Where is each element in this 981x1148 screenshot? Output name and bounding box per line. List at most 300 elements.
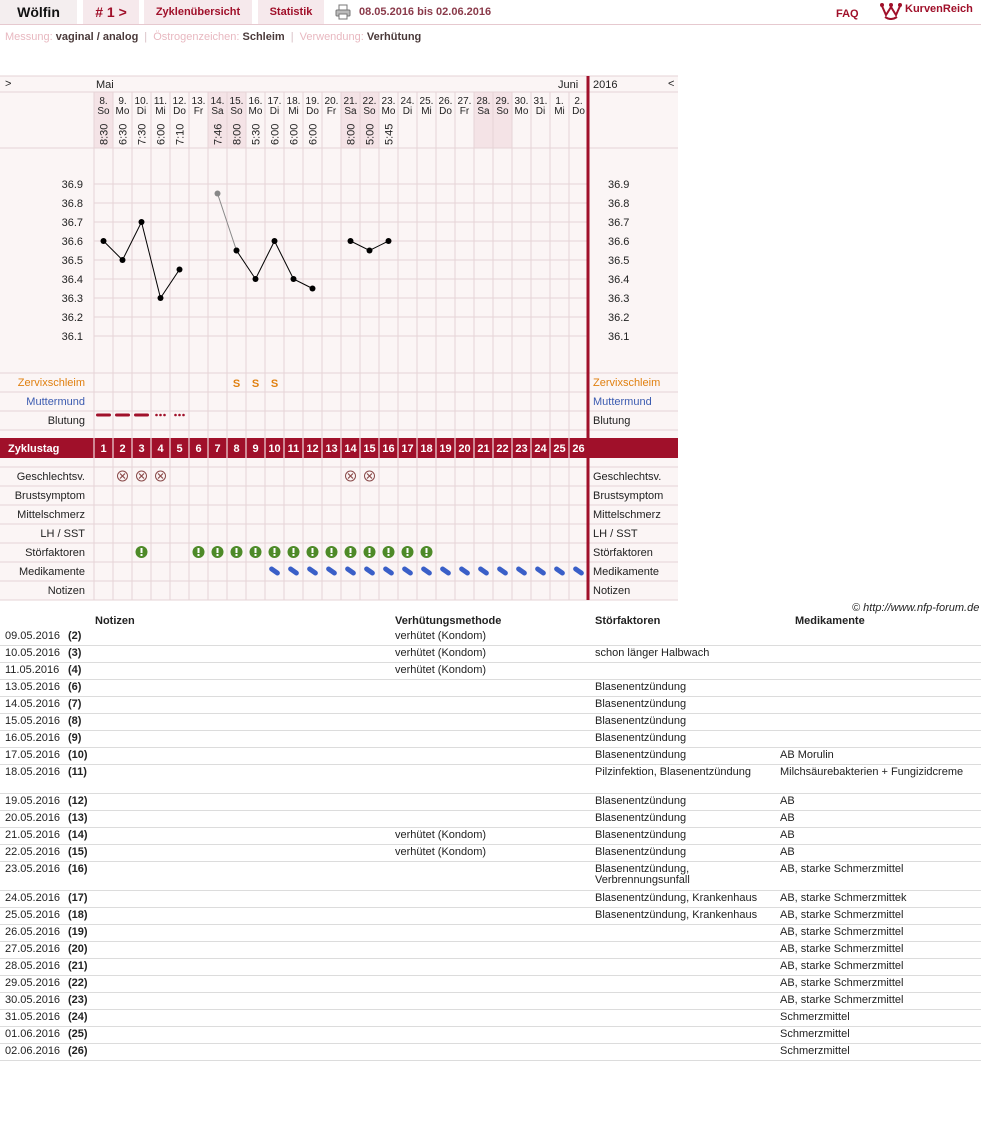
time-label: 5:45 bbox=[383, 123, 396, 145]
date-label: 25. bbox=[419, 96, 434, 107]
disturbance-exclamation bbox=[369, 548, 371, 553]
table-cell-date: 09.05.2016 bbox=[5, 630, 61, 642]
cycle-day-number: 6 bbox=[195, 443, 202, 455]
row-label-left: Zervixschleim bbox=[17, 377, 85, 389]
row-label-right: Geschlechtsv. bbox=[593, 471, 662, 483]
cycle-day-number: 4 bbox=[157, 443, 164, 455]
bleeding-light-mark bbox=[159, 414, 162, 417]
y-tick-label-left: 36.6 bbox=[61, 236, 83, 248]
table-row bbox=[0, 862, 981, 891]
disturbance-exclamation bbox=[198, 548, 200, 553]
table-cell-medication: AB, starke Schmerzmittel bbox=[780, 977, 904, 989]
cycle-day-number: 25 bbox=[553, 443, 566, 455]
kurvenreich-logo[interactable]: KurvenReich bbox=[905, 3, 973, 15]
table-cell-date: 11.05.2016 bbox=[5, 664, 60, 676]
table-cell-cycle-day: (16) bbox=[68, 863, 88, 875]
weekday-label: Mo bbox=[115, 106, 130, 117]
table-cell-date: 13.05.2016 bbox=[5, 681, 61, 693]
y-tick-label-right: 36.9 bbox=[608, 179, 630, 191]
cycle-selector[interactable]: # 1 > bbox=[83, 0, 139, 24]
table-cell-cycle-day: (3) bbox=[68, 647, 82, 659]
table-cell-disturbance: Blasenentzündung bbox=[595, 812, 687, 824]
month-label: Juni bbox=[558, 79, 579, 91]
table-row bbox=[0, 697, 981, 714]
table-cell-cycle-day: (11) bbox=[68, 766, 87, 778]
row-label-left: Muttermund bbox=[26, 396, 85, 408]
y-tick-label-left: 36.2 bbox=[61, 312, 83, 324]
table-cell-medication: AB bbox=[780, 846, 795, 858]
y-tick-label-left: 36.7 bbox=[61, 217, 83, 229]
date-label: 29. bbox=[495, 96, 510, 107]
temperature-point bbox=[101, 238, 107, 244]
cycle-day-number: 20 bbox=[458, 443, 471, 455]
cycle-day-number: 22 bbox=[496, 443, 509, 455]
time-label: 7:10 bbox=[174, 123, 187, 145]
table-cell-disturbance: Blasenentzündung, Verbrennungsunfall bbox=[595, 863, 690, 886]
table-cell-date: 26.05.2016 bbox=[5, 926, 61, 938]
table-cell-method: verhütet (Kondom) bbox=[395, 846, 487, 858]
row-label-right: LH / SST bbox=[593, 528, 638, 540]
temperature-point bbox=[158, 295, 164, 301]
date-label: 8. bbox=[99, 96, 108, 107]
table-row bbox=[0, 891, 981, 908]
cycle-day-number: 23 bbox=[515, 443, 528, 455]
disturbance-dot bbox=[141, 554, 143, 556]
disturbance-exclamation bbox=[274, 548, 276, 553]
row-label-right: Störfaktoren bbox=[593, 547, 653, 559]
weekday-label: Mi bbox=[288, 106, 299, 117]
temperature-point bbox=[215, 191, 221, 197]
disturbance-dot bbox=[236, 554, 238, 556]
disturbance-exclamation bbox=[293, 548, 295, 553]
disturbance-dot bbox=[198, 554, 200, 556]
row-label-right: Zervixschleim bbox=[593, 377, 661, 389]
time-label: 6:30 bbox=[117, 123, 130, 145]
table-cell-date: 18.05.2016 bbox=[5, 766, 61, 778]
weekday-label: Mo bbox=[248, 106, 263, 117]
cycle-day-number: 19 bbox=[439, 443, 452, 455]
table-cell-date: 15.05.2016 bbox=[5, 715, 61, 727]
weekday-label: So bbox=[496, 106, 509, 117]
disturbance-exclamation bbox=[350, 548, 352, 553]
disturbance-dot bbox=[255, 554, 257, 556]
table-cell-date: 22.05.2016 bbox=[5, 846, 61, 858]
table-cell-disturbance: schon länger Halbwach bbox=[595, 647, 710, 659]
cycle-day-number: 26 bbox=[572, 443, 585, 455]
table-cell-medication: AB, starke Schmerzmittel bbox=[780, 994, 904, 1006]
row-label-right: Muttermund bbox=[593, 396, 652, 408]
table-cell-date: 14.05.2016 bbox=[5, 698, 61, 710]
bleeding-light-mark bbox=[182, 414, 185, 417]
table-cell-medication: AB bbox=[780, 829, 795, 841]
table-cell-date: 20.05.2016 bbox=[5, 812, 61, 824]
date-label: 30. bbox=[514, 96, 529, 107]
time-label: 6:00 bbox=[155, 123, 168, 145]
date-label: 14. bbox=[210, 96, 225, 107]
cycle-day-number: 17 bbox=[401, 443, 414, 455]
date-label: 16. bbox=[248, 96, 263, 107]
table-cell-cycle-day: (21) bbox=[68, 960, 88, 972]
table-cell-date: 21.05.2016 bbox=[5, 829, 61, 841]
y-tick-label-right: 36.4 bbox=[608, 274, 630, 286]
time-label: 8:30 bbox=[98, 123, 111, 145]
table-cell-cycle-day: (10) bbox=[68, 749, 88, 761]
disturbance-dot bbox=[312, 554, 314, 556]
table-row bbox=[0, 1010, 981, 1027]
date-label: 27. bbox=[457, 96, 472, 107]
tab-cycle-overview[interactable]: Zyklenübersicht bbox=[144, 0, 252, 24]
cervix-mucus-mark: S bbox=[251, 378, 260, 390]
table-cell-cycle-day: (24) bbox=[68, 1011, 88, 1023]
weekday-label: Fr bbox=[193, 106, 204, 117]
cycle-day-number: 18 bbox=[420, 443, 433, 455]
cycle-day-number: 7 bbox=[214, 443, 221, 455]
time-label: 6:00 bbox=[288, 123, 301, 145]
temperature-point bbox=[348, 238, 354, 244]
time-label: 8:00 bbox=[345, 123, 358, 145]
row-label-left: Geschlechtsv. bbox=[16, 471, 85, 483]
weekday-label: Mo bbox=[381, 106, 396, 117]
cycle-day-number: 1 bbox=[100, 443, 107, 455]
date-label: 9. bbox=[118, 96, 127, 107]
cycle-day-number: 11 bbox=[287, 443, 300, 455]
table-cell-cycle-day: (13) bbox=[68, 812, 88, 824]
table-cell-medication: AB, starke Schmerzmittek bbox=[780, 892, 907, 904]
row-label-right: Medikamente bbox=[593, 566, 660, 578]
temperature-point bbox=[234, 248, 240, 254]
time-label: 6:00 bbox=[269, 123, 282, 145]
temperature-point bbox=[386, 238, 392, 244]
copyright: © http://www.nfp-forum.de bbox=[852, 602, 980, 614]
bleeding-light-mark bbox=[178, 414, 181, 417]
table-row bbox=[0, 765, 981, 794]
nav-next-arrow: < bbox=[668, 78, 675, 90]
weekday-label: Sa bbox=[344, 106, 357, 117]
disturbance-exclamation bbox=[141, 548, 143, 553]
table-row bbox=[0, 629, 981, 646]
disturbance-dot bbox=[217, 554, 219, 556]
temperature-point bbox=[139, 219, 145, 225]
chart-background bbox=[0, 76, 678, 600]
table-row bbox=[0, 976, 981, 993]
weekday-label: Sa bbox=[477, 106, 490, 117]
table-cell-medication: Schmerzmittel bbox=[780, 1011, 850, 1023]
table-cell-disturbance: Blasenentzündung bbox=[595, 829, 687, 841]
table-cell-date: 30.05.2016 bbox=[5, 994, 61, 1006]
time-label: 8:00 bbox=[231, 123, 244, 145]
disturbance-dot bbox=[369, 554, 371, 556]
table-cell-cycle-day: (19) bbox=[68, 926, 88, 938]
time-label: 7:30 bbox=[136, 123, 149, 145]
row-label-right: Notizen bbox=[593, 585, 631, 597]
table-row bbox=[0, 908, 981, 925]
table-cell-date: 28.05.2016 bbox=[5, 960, 61, 972]
weekday-label: Do bbox=[572, 106, 585, 117]
disturbance-exclamation bbox=[217, 548, 219, 553]
cervix-mucus-mark: S bbox=[270, 378, 279, 390]
table-cell-cycle-day: (12) bbox=[68, 795, 88, 807]
table-cell-date: 23.05.2016 bbox=[5, 863, 61, 875]
table-cell-date: 10.05.2016 bbox=[5, 647, 61, 659]
header-medication: Medikamente bbox=[795, 615, 865, 627]
table-cell-medication: Schmerzmittel bbox=[780, 1045, 850, 1057]
table-cell-medication: AB Morulin bbox=[780, 749, 834, 761]
table-cell-method: verhütet (Kondom) bbox=[395, 647, 487, 659]
table-row bbox=[0, 828, 981, 845]
date-label: 28. bbox=[476, 96, 491, 107]
table-cell-disturbance: Pilzinfektion, Blasenentzündung bbox=[595, 766, 751, 778]
table-cell-medication: AB, starke Schmerzmittel bbox=[780, 943, 904, 955]
table-cell-date: 19.05.2016 bbox=[5, 795, 61, 807]
row-label-left: Störfaktoren bbox=[25, 547, 85, 559]
y-tick-label-right: 36.8 bbox=[608, 198, 630, 210]
date-label: 22. bbox=[362, 96, 377, 107]
table-cell-disturbance: Blasenentzündung bbox=[595, 749, 687, 761]
tab-statistics[interactable]: Statistik bbox=[258, 0, 324, 24]
row-label-left: Notizen bbox=[47, 585, 85, 597]
disturbance-exclamation bbox=[407, 548, 409, 553]
disturbance-dot bbox=[274, 554, 276, 556]
usage-label: Verwendung: bbox=[299, 31, 364, 43]
table-cell-medication: AB, starke Schmerzmittel bbox=[780, 863, 904, 875]
cycle-day-number: 9 bbox=[252, 443, 259, 455]
table-cell-method: verhütet (Kondom) bbox=[395, 829, 487, 841]
weekday-label: Di bbox=[402, 106, 413, 117]
estrogen-value: Schleim bbox=[242, 31, 285, 43]
date-label: 13. bbox=[191, 96, 206, 107]
table-cell-cycle-day: (14) bbox=[68, 829, 88, 841]
header-notes: Notizen bbox=[95, 615, 135, 627]
table-cell-cycle-day: (2) bbox=[68, 630, 82, 642]
table-row bbox=[0, 714, 981, 731]
table-cell-cycle-day: (6) bbox=[68, 681, 82, 693]
cycle-day-number: 14 bbox=[344, 443, 357, 455]
weekday-label: Di bbox=[535, 106, 546, 117]
weekday-label: So bbox=[230, 106, 243, 117]
table-cell-date: 29.05.2016 bbox=[5, 977, 61, 989]
y-tick-label-left: 36.8 bbox=[61, 198, 83, 210]
time-label: 6:00 bbox=[307, 123, 320, 145]
table-row bbox=[0, 959, 981, 976]
table-row bbox=[0, 993, 981, 1010]
date-label: 24. bbox=[400, 96, 415, 107]
temperature-point bbox=[177, 267, 183, 273]
disturbance-exclamation bbox=[426, 548, 428, 553]
table-cell-cycle-day: (22) bbox=[68, 977, 88, 989]
y-tick-label-right: 36.1 bbox=[608, 331, 630, 343]
bleeding-light-mark bbox=[155, 414, 158, 417]
nav-prev-arrow: > bbox=[5, 78, 12, 90]
table-cell-medication: AB, starke Schmerzmittel bbox=[780, 909, 904, 921]
measurement-value: vaginal / analog bbox=[55, 31, 139, 43]
table-row bbox=[0, 646, 981, 663]
disturbance-exclamation bbox=[388, 548, 390, 553]
faq-link[interactable]: FAQ bbox=[836, 8, 859, 20]
y-tick-label-left: 36.5 bbox=[61, 255, 83, 267]
time-label: 5:00 bbox=[364, 123, 377, 145]
y-tick-label-left: 36.4 bbox=[61, 274, 83, 286]
cycle-day-number: 5 bbox=[176, 443, 183, 455]
weekday-label: Mi bbox=[155, 106, 166, 117]
table-cell-date: 17.05.2016 bbox=[5, 749, 61, 761]
disturbance-exclamation bbox=[312, 548, 314, 553]
y-tick-label-right: 36.6 bbox=[608, 236, 630, 248]
weekday-label: Do bbox=[439, 106, 452, 117]
table-cell-medication: Schmerzmittel bbox=[780, 1028, 850, 1040]
table-row bbox=[0, 925, 981, 942]
table-cell-cycle-day: (25) bbox=[68, 1028, 88, 1040]
y-tick-label-right: 36.2 bbox=[608, 312, 630, 324]
temperature-point bbox=[253, 276, 259, 282]
table-cell-cycle-day: (26) bbox=[68, 1045, 88, 1057]
disturbance-dot bbox=[388, 554, 390, 556]
weekday-label: Fr bbox=[459, 106, 470, 117]
date-label: 18. bbox=[286, 96, 301, 107]
month-label: Mai bbox=[96, 79, 114, 91]
table-cell-method: verhütet (Kondom) bbox=[395, 664, 487, 676]
table-cell-cycle-day: (20) bbox=[68, 943, 88, 955]
cycle-day-number: 16 bbox=[382, 443, 395, 455]
table-cell-date: 24.05.2016 bbox=[5, 892, 61, 904]
weekday-label: Mo bbox=[514, 106, 529, 117]
date-label: 10. bbox=[134, 96, 149, 107]
table-row bbox=[0, 1027, 981, 1044]
cycle-day-label: Zyklustag bbox=[8, 443, 60, 455]
table-row bbox=[0, 811, 981, 828]
cycle-day-number: 2 bbox=[119, 443, 126, 455]
weekday-label: Fr bbox=[326, 106, 337, 117]
table-cell-disturbance: Blasenentzündung bbox=[595, 698, 687, 710]
row-label-left: Mittelschmerz bbox=[17, 509, 85, 521]
table-cell-medication: Milchsäurebakterien + Fungizidcreme bbox=[780, 766, 964, 778]
info-bar: Messung: vaginal / analog | Östrogenzeichen: Schleim | Verwendung: Verhütung bbox=[5, 31, 422, 43]
disturbance-dot bbox=[293, 554, 295, 556]
table-cell-disturbance: Blasenentzündung bbox=[595, 846, 687, 858]
table-cell-medication: AB bbox=[780, 795, 795, 807]
table-cell-cycle-day: (17) bbox=[68, 892, 88, 904]
table-cell-disturbance: Blasenentzündung bbox=[595, 795, 687, 807]
user-name[interactable]: Wölfin bbox=[0, 0, 77, 24]
cycle-day-number: 21 bbox=[477, 443, 490, 455]
weekday-label: Do bbox=[173, 106, 186, 117]
table-cell-medication: AB, starke Schmerzmittel bbox=[780, 960, 904, 972]
weekday-label: Mi bbox=[554, 106, 565, 117]
row-label-right: Blutung bbox=[593, 415, 631, 427]
weekday-label: Do bbox=[306, 106, 319, 117]
y-tick-label-left: 36.9 bbox=[61, 179, 83, 191]
bleeding-light-mark bbox=[174, 414, 177, 417]
date-label: 19. bbox=[305, 96, 320, 107]
table-cell-cycle-day: (8) bbox=[68, 715, 82, 727]
cycle-day-number: 8 bbox=[233, 443, 240, 455]
date-label: 31. bbox=[533, 96, 548, 107]
temperature-point bbox=[291, 276, 297, 282]
disturbance-exclamation bbox=[236, 548, 238, 553]
table-cell-cycle-day: (18) bbox=[68, 909, 88, 921]
row-label-right: Brustsymptom bbox=[593, 490, 664, 502]
table-row bbox=[0, 748, 981, 765]
table-cell-disturbance: Blasenentzündung bbox=[595, 681, 687, 693]
table-cell-cycle-day: (4) bbox=[68, 664, 82, 676]
temperature-point bbox=[310, 286, 316, 292]
time-label: 5:30 bbox=[250, 123, 263, 145]
table-row bbox=[0, 1044, 981, 1061]
weekday-label: Mi bbox=[421, 106, 432, 117]
table-cell-cycle-day: (15) bbox=[68, 846, 88, 858]
measurement-label: Messung: bbox=[5, 31, 53, 43]
disturbance-dot bbox=[426, 554, 428, 556]
table-cell-medication: AB, starke Schmerzmittel bbox=[780, 926, 904, 938]
table-row bbox=[0, 845, 981, 862]
row-label-left: Medikamente bbox=[18, 566, 85, 578]
date-label: 2. bbox=[574, 96, 583, 107]
date-label: 23. bbox=[381, 96, 396, 107]
disturbance-dot bbox=[407, 554, 409, 556]
table-cell-date: 16.05.2016 bbox=[5, 732, 61, 744]
disturbance-exclamation bbox=[255, 548, 257, 553]
date-label: 26. bbox=[438, 96, 453, 107]
y-tick-label-right: 36.3 bbox=[608, 293, 630, 305]
table-cell-medication: AB bbox=[780, 812, 795, 824]
weekday-label: Di bbox=[136, 106, 147, 117]
table-cell-cycle-day: (9) bbox=[68, 732, 82, 744]
y-tick-label-left: 36.1 bbox=[61, 331, 83, 343]
date-label: 17. bbox=[267, 96, 282, 107]
row-label-left: LH / SST bbox=[40, 528, 85, 540]
table-cell-disturbance: Blasenentzündung, Krankenhaus bbox=[595, 892, 758, 904]
year-label: 2016 bbox=[593, 79, 618, 91]
table-cell-disturbance: Blasenentzündung bbox=[595, 732, 687, 744]
date-range: 08.05.2016 bis 02.06.2016 bbox=[359, 6, 492, 18]
weekday-label: Di bbox=[269, 106, 280, 117]
date-label: 12. bbox=[172, 96, 187, 107]
date-label: 20. bbox=[324, 96, 339, 107]
row-label-right: Mittelschmerz bbox=[593, 509, 661, 521]
row-label-left: Brustsymptom bbox=[14, 490, 85, 502]
table-cell-date: 27.05.2016 bbox=[5, 943, 61, 955]
cycle-day-number: 15 bbox=[363, 443, 376, 455]
usage-value: Verhütung bbox=[366, 31, 422, 43]
y-tick-label-right: 36.5 bbox=[608, 255, 630, 267]
disturbance-dot bbox=[331, 554, 333, 556]
table-cell-date: 01.06.2016 bbox=[5, 1028, 61, 1040]
estrogen-label: Östrogenzeichen: bbox=[153, 31, 240, 43]
weekday-label: Sa bbox=[211, 106, 224, 117]
cycle-day-number: 10 bbox=[268, 443, 281, 455]
table-cell-date: 02.06.2016 bbox=[5, 1045, 61, 1057]
date-label: 15. bbox=[229, 96, 244, 107]
table-cell-disturbance: Blasenentzündung, Krankenhaus bbox=[595, 909, 758, 921]
cycle-day-number: 13 bbox=[325, 443, 338, 455]
temperature-point bbox=[272, 238, 278, 244]
disturbance-dot bbox=[350, 554, 352, 556]
table-cell-date: 31.05.2016 bbox=[5, 1011, 61, 1023]
table-cell-cycle-day: (7) bbox=[68, 698, 82, 710]
temperature-point bbox=[120, 257, 126, 263]
cycle-day-number: 12 bbox=[306, 443, 319, 455]
cervix-mucus-mark: S bbox=[232, 378, 241, 390]
weekday-label: So bbox=[97, 106, 110, 117]
header-method: Verhütungsmethode bbox=[395, 615, 502, 627]
table-cell-disturbance: Blasenentzündung bbox=[595, 715, 687, 727]
y-tick-label-right: 36.7 bbox=[608, 217, 630, 229]
table-row bbox=[0, 942, 981, 959]
disturbance-exclamation bbox=[331, 548, 333, 553]
table-cell-method: verhütet (Kondom) bbox=[395, 630, 487, 642]
cycle-day-number: 24 bbox=[534, 443, 547, 455]
header-disturbances: Störfaktoren bbox=[595, 615, 661, 627]
time-label: 7:46 bbox=[212, 123, 225, 145]
